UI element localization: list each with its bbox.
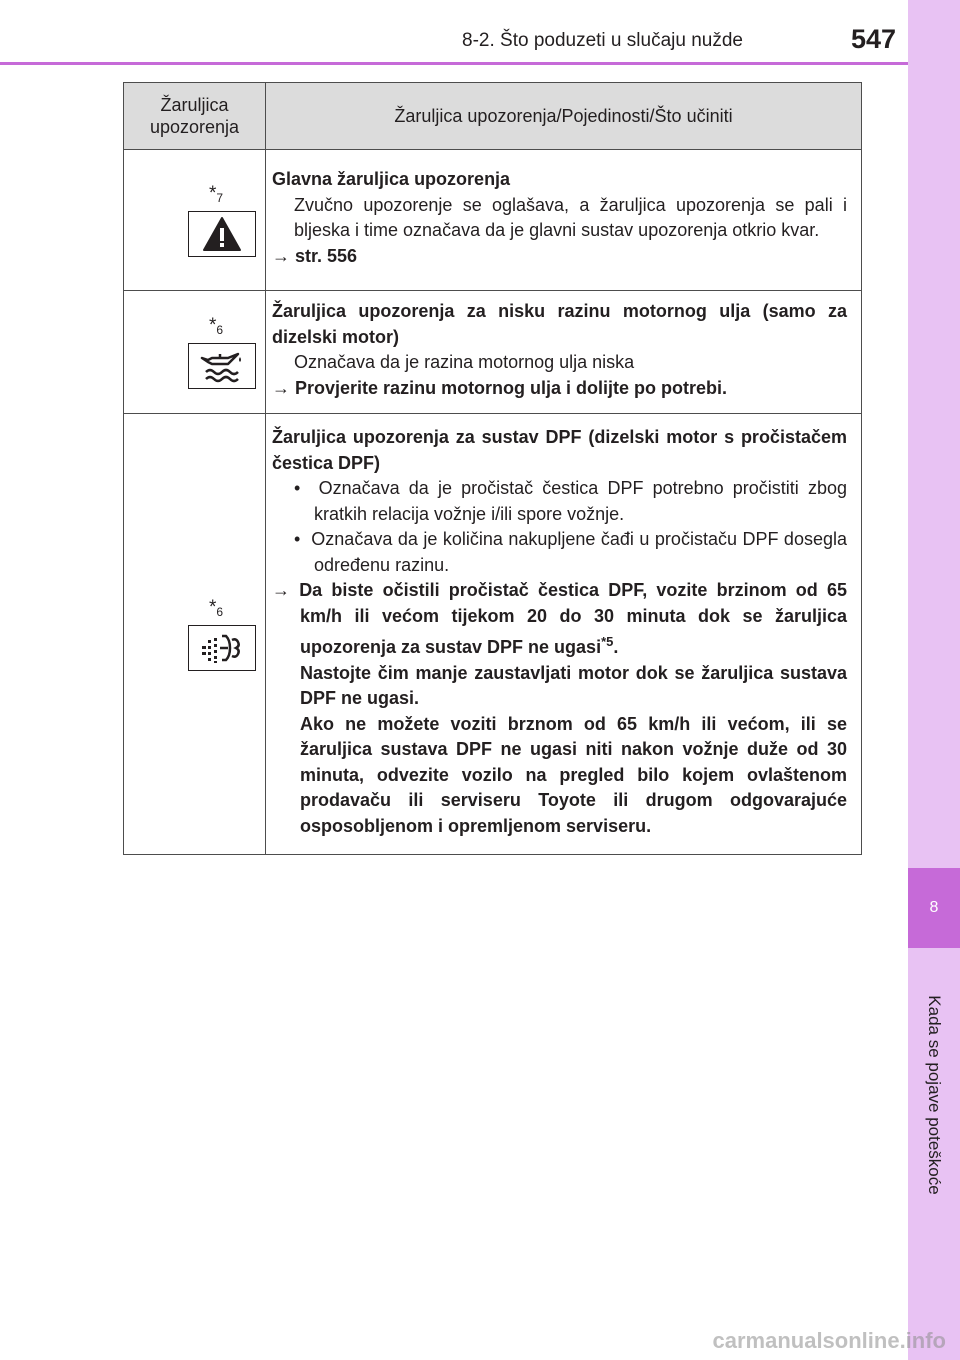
column-header-details: Žaruljica upozorenja/Pojedinosti/Što učiniti [266,83,862,150]
footnote-ref: $*_6$ [209,597,224,619]
table-header-row [124,83,862,150]
warning-title: Žaruljica upozorenja za sustav DPF (dizelski motor s pročistačem čestica DPF) [272,427,847,473]
chapter-title: Kada se pojave poteškoće [925,995,944,1195]
description-cell [266,150,862,291]
section-title: 8-2. Što poduzeti u slučaju nužde [462,30,743,51]
column-header-light: Žaruljica upozorenja [124,83,266,150]
table-row [124,414,862,855]
watermark: carmanualsonline.info [712,1328,946,1353]
icon-cell [124,150,266,291]
warning-lights-table [123,82,862,855]
warning-action: → Da biste očistili pročistač čestica DPF, vozite brzinom od 65 km/h ili većom tijekom 20 do 30 minuta dok se žaruljica upozorenja za sustav DPF ne ugasi$^{*5}$. [272,580,847,657]
icon-cell [124,291,266,414]
master-warning-triangle-icon [188,211,256,257]
table-row [124,291,862,414]
warning-action-extra: Nastojte čim manje zaustavljati motor dok se žaruljica sustava DPF ne ugasi. [300,662,847,708]
header-rule [0,62,908,65]
table-row [124,150,862,291]
oil-level-icon [188,343,256,389]
chapter-number: 8 [908,868,960,948]
warning-action: → Provjerite razinu motornog ulja i dolijte po potrebi. [272,377,728,398]
warning-action-extra: Ako ne možete voziti brznom od 65 km/h ili većom, ili se žaruljica sustava DPF ne ugasi niti nakon vožnje duže od 30 minuta, odvezite vozilo na pregled bilo kojem ovlaštenom prodavaču ili serviseru Toyote ili drugom odgovarajuće osposobljenom i opremljenom serviseru. [300,713,847,836]
description-cell [266,291,862,414]
warning-action: → str. 556 [272,245,358,266]
warning-title: Žaruljica upozorenja za nisku razinu motornog ulja (samo za dizelski motor) [272,301,847,347]
footnote-ref: $*_7$ [209,183,224,205]
icon-cell [124,414,266,855]
warning-bullet: • Označava da je količina nakupljene čađi u pročistaču DPF dosegla određenu razinu. [294,529,847,575]
footnote-ref: $*_6$ [209,315,224,337]
dpf-filter-icon [188,625,256,671]
warning-bullet: • Označava da je pročistač čestica DPF potrebno pročistiti zbog kratkih relacija vožnje i/ili spore vožnje. [294,478,847,524]
warning-description: Zvučno upozorenje se oglašava, a žaruljica upozorenja se pali i bljeska i time označava da je glavni sustav upozorenja otkrio kvar. [294,194,847,240]
description-cell [266,414,862,855]
warning-description: Označava da je razina motornog ulja niska [294,352,635,372]
page-number: 547 [850,24,896,54]
warning-title: Glavna žaruljica upozorenja [272,169,511,189]
